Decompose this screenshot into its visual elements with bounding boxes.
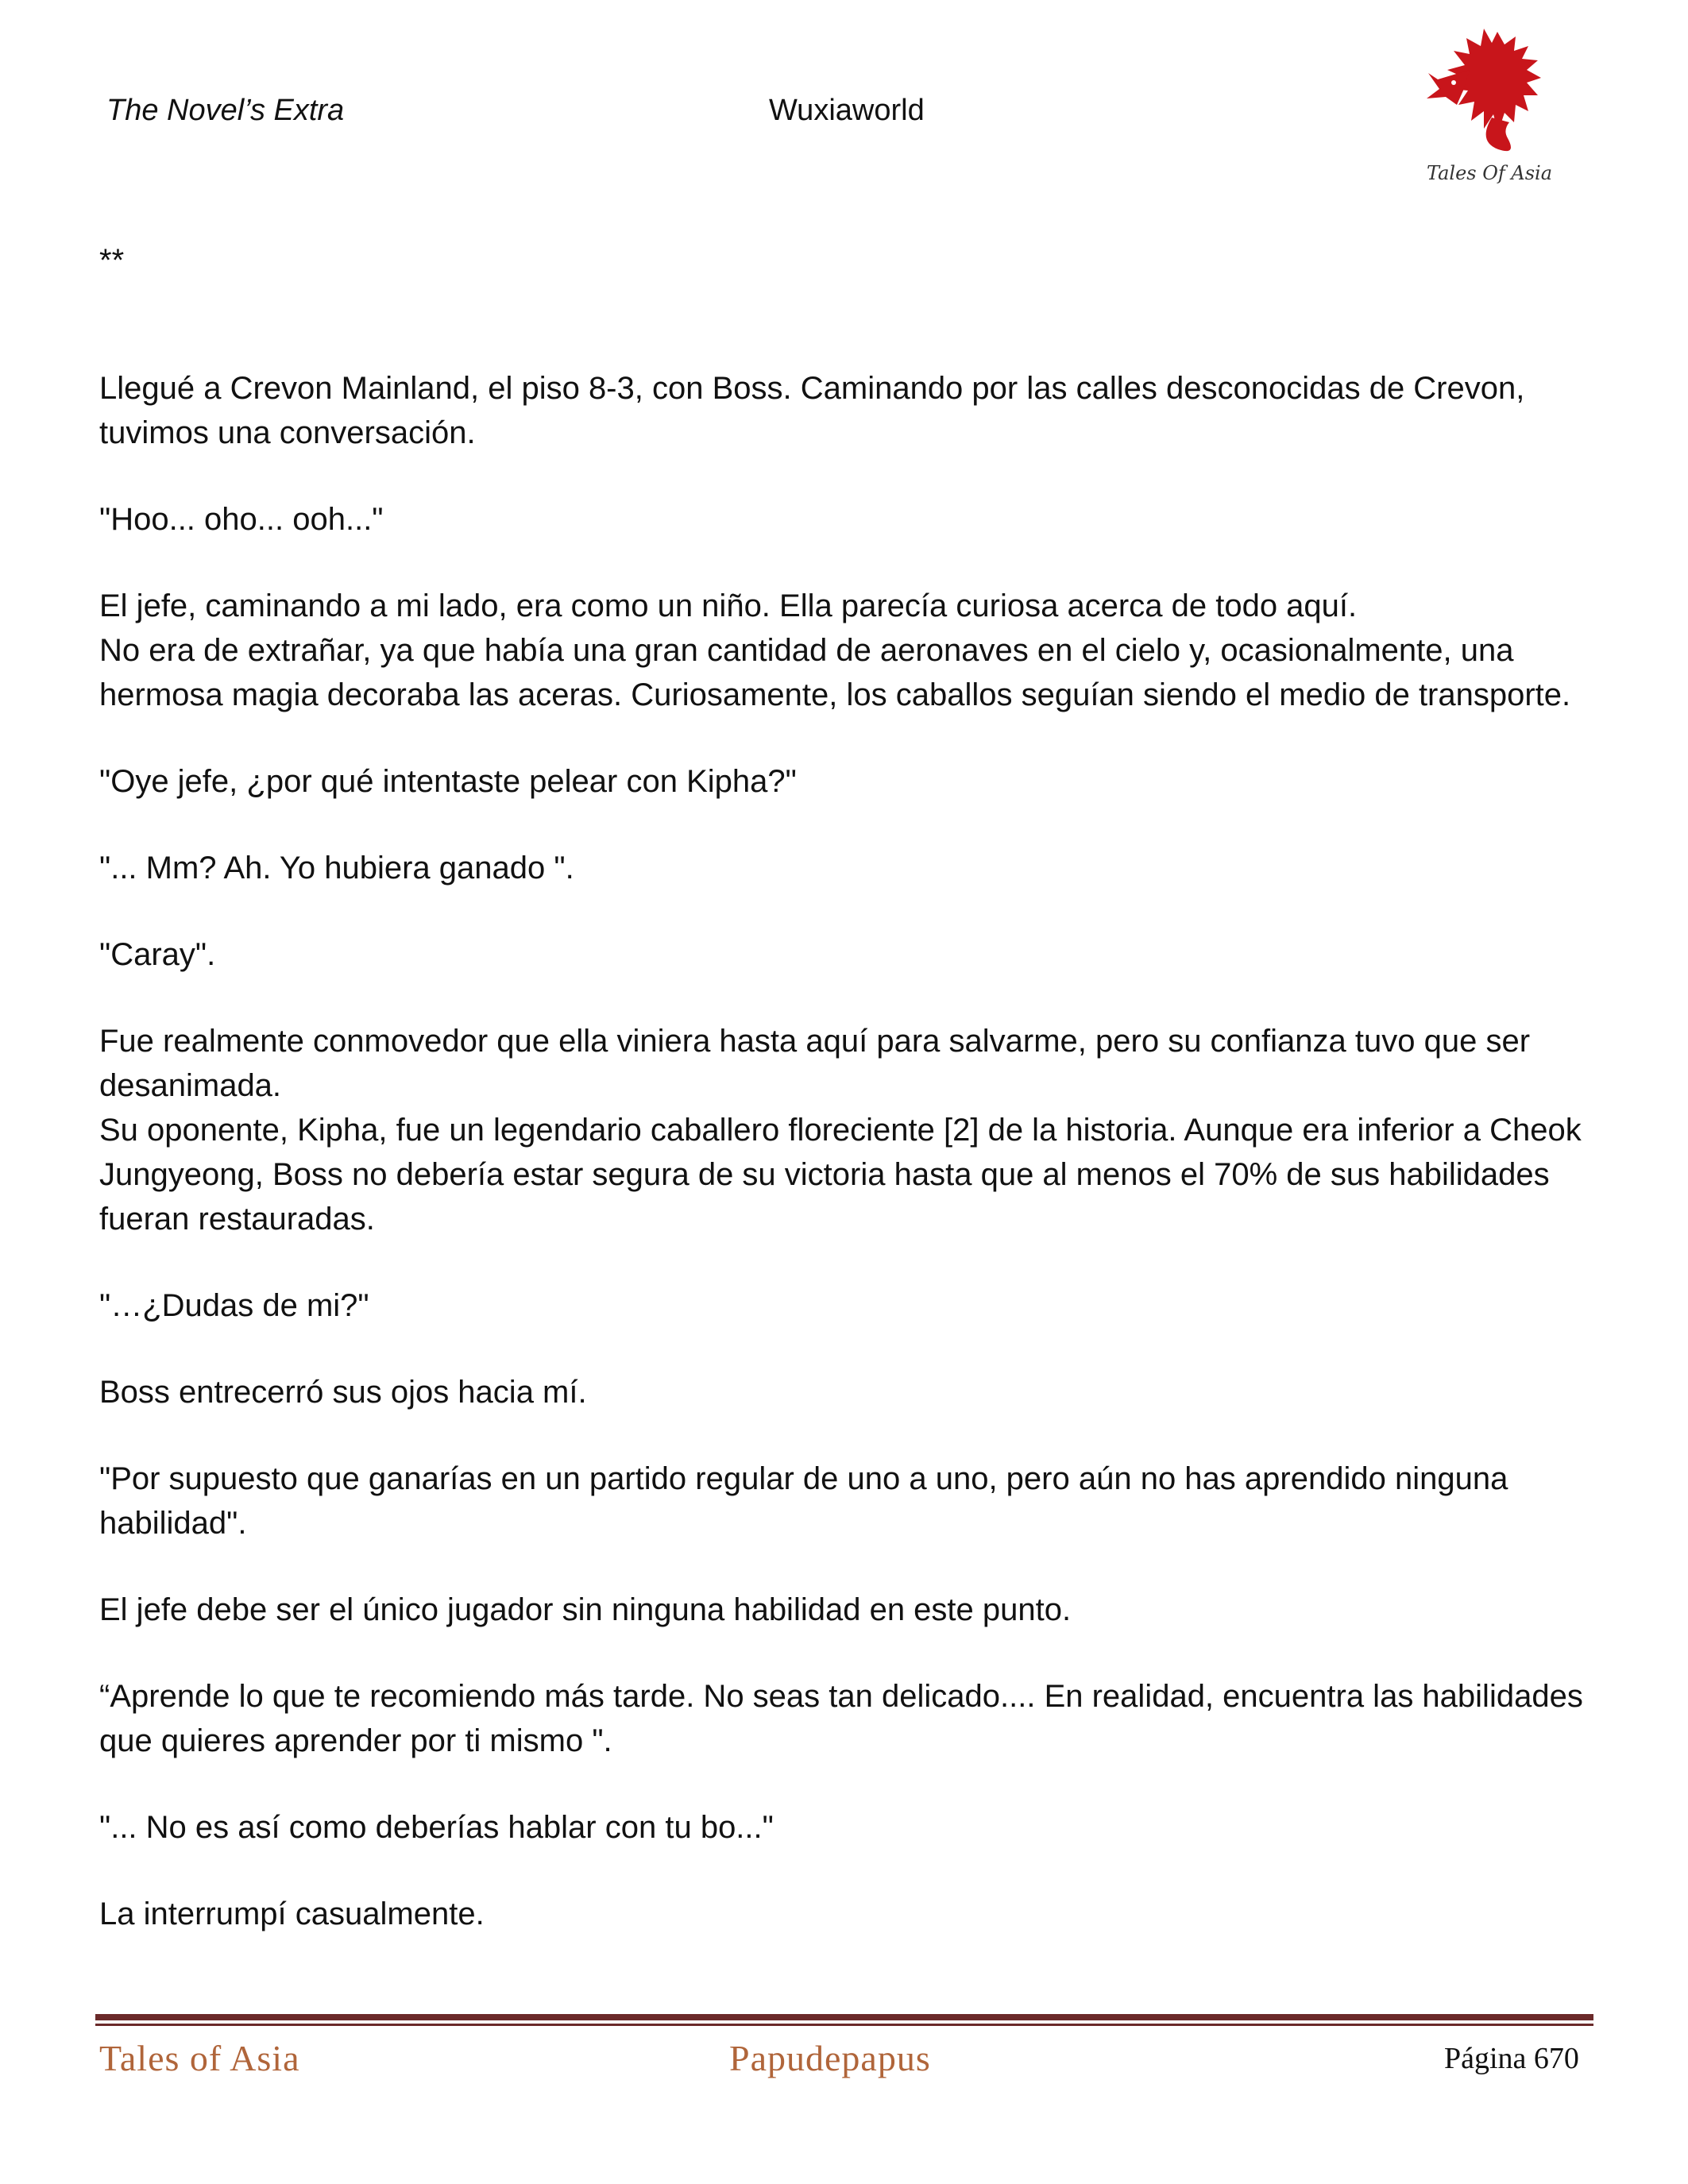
paragraph: El jefe debe ser el único jugador sin ninguna habilidad en este punto. [99,1592,1072,1627]
paragraph: No era de extrañar, ya que había una gran cantidad de aeronaves en el cielo y, ocasionalmente, una hermosa magia decoraba las aceras. Curiosamente, los caballos seguían siendo el medio de transporte. [99,633,1571,712]
page-number: Página 670 [1444,2042,1579,2075]
paragraph: El jefe, caminando a mi lado, era como un niño. Ella parecía curiosa acerca de todo aquí. [99,588,1358,623]
header-source: Wuxiaworld [769,94,925,127]
logo-text: Tales Of Asia [1426,162,1553,184]
paragraph: "Hoo... oho... ooh..." [99,502,384,537]
paragraph: "... No es así como deberías hablar con tu bo..." [99,1810,774,1845]
paragraph: "Oye jefe, ¿por qué intentaste pelear con Kipha?" [99,764,797,799]
paragraph: Su oponente, Kipha, fue un legendario caballero floreciente [2] de la historia. Aunque era inferior a Cheok Jungyeong, Boss no debería estar segura de su victoria hasta que al menos el 70% de sus habilidades fueran restauradas. [99,1113,1590,1237]
paragraph: "Por supuesto que ganarías en un partido regular de uno a uno, pero aún no has aprendido ninguna habilidad". [99,1461,1517,1541]
paragraph: "Caray". [99,937,216,972]
tales-of-asia-logo [1422,22,1557,189]
red-dragon-icon [1422,22,1557,189]
footer-translator: Papudepapus [729,2038,931,2078]
chapter-body [99,238,1593,1978]
header-book-title: The Novel’s Extra [106,94,345,127]
footer-rule [95,2014,1593,2020]
paragraph: “Aprende lo que te recomiendo más tarde. No seas tan delicado.... En realidad, encuentra las habilidades que quieres aprender por ti mismo ". [99,1679,1592,1758]
paragraph: Llegué a Crevon Mainland, el piso 8-3, con Boss. Caminando por las calles desconocidas de Crevon, tuvimos una conversación. [99,371,1534,450]
paragraph: La interrumpí casualmente. [99,1897,485,1931]
paragraph: Boss entrecerró sus ojos hacia mí. [99,1375,587,1410]
footer-rule-thin [95,2024,1593,2026]
paragraph: "... Mm? Ah. Yo hubiera ganado ". [99,851,574,886]
paragraph: Fue realmente conmovedor que ella viniera hasta aquí para salvarme, pero su confianza tuvo que ser desanimada. [99,1024,1539,1103]
scene-break: ** [99,243,125,278]
paragraph: "…¿Dudas de mi?" [99,1288,369,1323]
footer-site-name: Tales of Asia [99,2038,300,2078]
